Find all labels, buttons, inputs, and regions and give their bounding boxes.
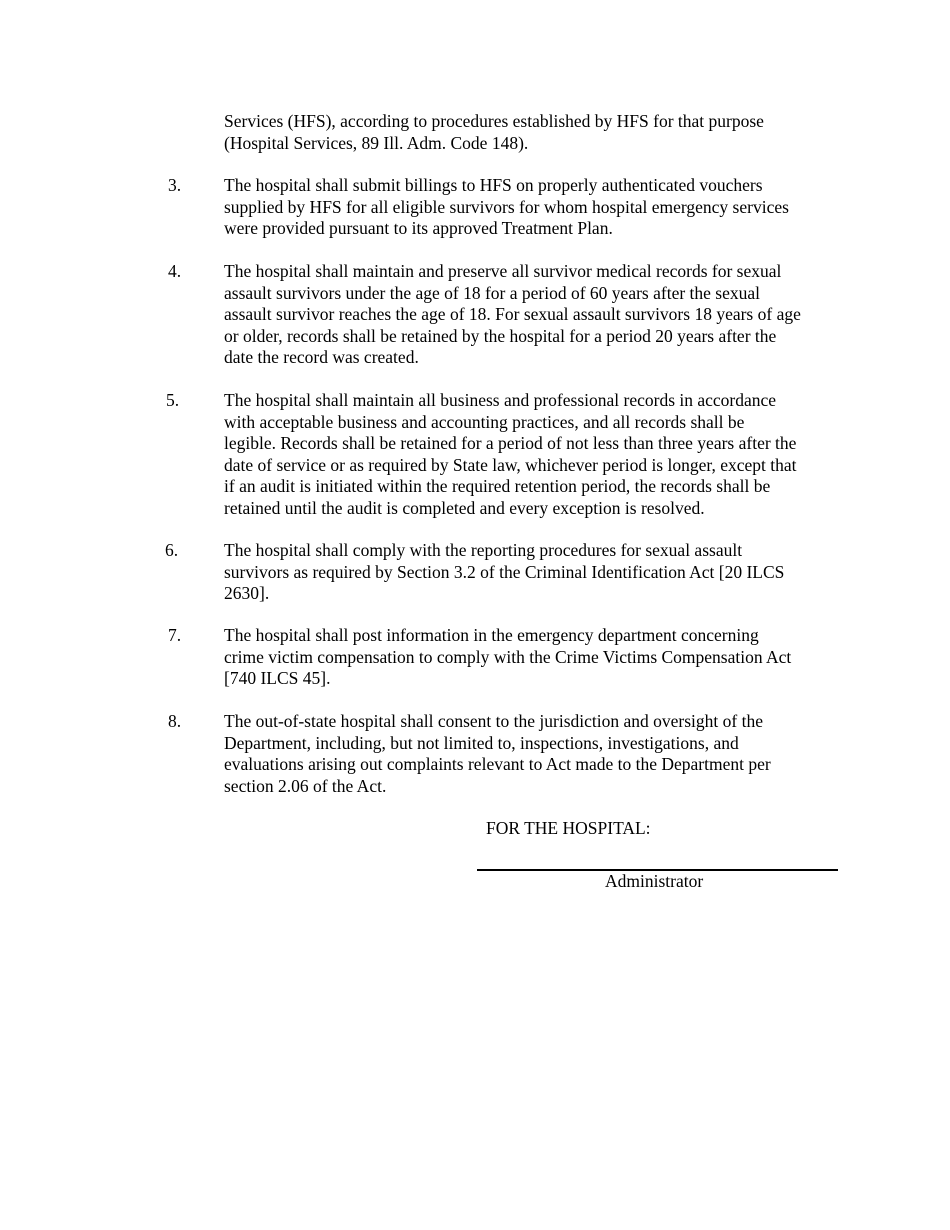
continuation-paragraph: Services (HFS), according to procedures established by HFS for that purpose (Hospital Services, 89 Ill. Adm. Code 148).	[224, 111, 764, 153]
item-number: 3.	[168, 175, 182, 195]
item-text: The hospital shall maintain and preserve all survivor medical records for sexual assault survivors under the age of 18 for a period of 60 years after the sexual assault survivor reaches the age of 18. For sexual assault survivors 18 years of age or older, records shall be retained by the hospital for a period 20 years after the date the record was created.	[224, 261, 801, 367]
item-text: The hospital shall maintain all business and professional records in accordance with acceptable business and accounting practices, and all records shall be legible. Records shall be retained for a period of not less than three years after the date of service or as required by State law, whichever period is longer, except that if an audit is initiated within the required retention period, the records shall be retained until the audit is completed and every exception is resolved.	[224, 390, 797, 518]
item-text: The hospital shall comply with the reporting procedures for sexual assault survivors as required by Section 3.2 of the Criminal Identification Act [20 ILCS 2630].	[224, 540, 785, 603]
item-text: The hospital shall submit billings to HFS on properly authenticated vouchers supplied by HFS for all eligible survivors for whom hospital emergency services were provided pursuant to its approved Treatment Plan.	[224, 175, 789, 238]
item-number: 6.	[165, 540, 179, 560]
item-number: 4.	[168, 261, 182, 281]
item-text: The out-of-state hospital shall consent to the jurisdiction and oversight of the Department, including, but not limited to, inspections, investigations, and evaluations arising out complaints relevant to Act made to the Department per section 2.06 of the Act.	[224, 711, 771, 796]
item-text: The hospital shall post information in the emergency department concerning crime victim compensation to comply with the Crime Victims Compensation Act [740 ILCS 45].	[224, 625, 792, 688]
item-number: 7.	[168, 625, 182, 645]
item-number: 5.	[166, 390, 180, 410]
signature-heading: FOR THE HOSPITAL:	[486, 818, 651, 838]
item-number: 8.	[168, 711, 182, 731]
signature-label: Administrator	[605, 871, 704, 891]
